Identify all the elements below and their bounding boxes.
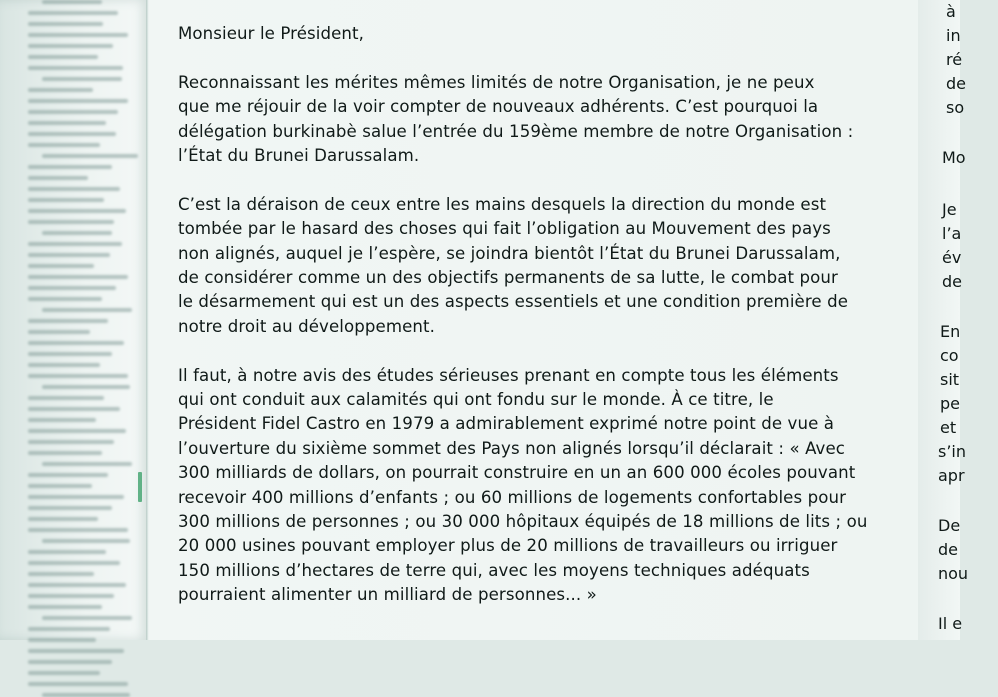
blurred-text-lines xyxy=(24,0,144,640)
blurred-line xyxy=(28,88,93,92)
blurred-line xyxy=(28,396,104,400)
blurred-line xyxy=(28,143,100,147)
blurred-line xyxy=(28,429,126,433)
blurred-line xyxy=(28,220,114,224)
blurred-line xyxy=(28,33,128,37)
right-fragment: Je xyxy=(942,200,957,219)
blurred-line xyxy=(28,638,96,642)
blurred-line xyxy=(28,44,113,48)
blurred-line xyxy=(28,495,124,499)
blurred-line xyxy=(42,77,122,81)
blurred-line xyxy=(28,264,94,268)
blurred-line xyxy=(28,363,100,367)
blurred-line xyxy=(42,539,130,543)
letter-paragraph-3: Il faut, à notre avis des études sérieuses prenant en compte tous les éléments qui ont conduit aux calamités qui ont fondu sur le monde. À ce titre, le Président Fidel Castro en 1979 a admirablement exprimé notre point de vue à l’ouverture du sixième sommet des Pays non alignés lorsqu’il déclarait : « Avec 300 milliards de dollars, on pourrait construire en un an 600 000 écoles pouvant recevoir 400 millions d’enfants ; ou 60 millions de logements confortables pour 300 millions de personnes ; ou 30 000 hôpitaux équipés de 18 millions de lits ; ou 20 000 usines pouvant employer plus de 20 millions de travailleurs ou irriguer 150 millions d’hectares de terre qui, avec les moyens techniques adéquats pourraient alimenter un milliard de personnes... » xyxy=(178,365,868,605)
blurred-line xyxy=(28,352,112,356)
blurred-line xyxy=(28,55,98,59)
blurred-line xyxy=(28,473,108,477)
blurred-line xyxy=(28,440,114,444)
blurred-line xyxy=(42,0,102,4)
blurred-line xyxy=(28,451,102,455)
blurred-line xyxy=(28,594,114,598)
blurred-line xyxy=(28,572,94,576)
right-fragment: l’a xyxy=(942,224,962,243)
blurred-line xyxy=(28,66,123,70)
blurred-line xyxy=(28,176,88,180)
blurred-line xyxy=(28,605,102,609)
right-fragment: et xyxy=(940,418,957,437)
right-fragment: ré xyxy=(946,50,963,69)
right-fragment: nou xyxy=(938,564,969,583)
blurred-line xyxy=(28,165,112,169)
letter-paragraph-2: C’est la déraison de ceux entre les mains desquels la direction du monde est tombée par le hasard des choses qui fait l’obligation au Mouvement des pays non alignés, auquel je l’espère, se joindra bientôt l’État du Brunei Darussalam, de considérer comme un des objectifs permanents de sa lutte, le combat pour le désarmement qui est un des aspects essentiels et une condition première de notre droit au développement. xyxy=(178,194,849,336)
blurred-line xyxy=(28,275,128,279)
blurred-line xyxy=(28,341,124,345)
blurred-line xyxy=(28,198,104,202)
right-fragment: de xyxy=(938,540,958,559)
blurred-line xyxy=(28,22,103,26)
green-marker xyxy=(138,472,142,502)
blurred-line xyxy=(28,550,106,554)
letter-salutation: Monsieur le Président, xyxy=(178,24,365,43)
blurred-line xyxy=(42,231,112,235)
right-fragment: de xyxy=(942,272,962,291)
blurred-line xyxy=(28,506,112,510)
blurred-line xyxy=(28,649,124,653)
right-fragment: En xyxy=(940,322,961,341)
right-fragment: Mo xyxy=(942,148,966,167)
right-fragment: à xyxy=(946,2,956,21)
blurred-line xyxy=(28,121,106,125)
blurred-line xyxy=(28,132,116,136)
blurred-line xyxy=(28,671,100,675)
right-fragment: Il e xyxy=(938,614,963,633)
blurred-line xyxy=(42,385,130,389)
blurred-line xyxy=(28,583,126,587)
right-fragment: sit xyxy=(940,370,960,389)
blurred-line xyxy=(42,462,132,466)
blurred-line xyxy=(28,330,90,334)
blurred-line xyxy=(28,242,122,246)
blurred-line xyxy=(28,319,108,323)
blurred-line xyxy=(42,693,130,697)
blurred-line xyxy=(28,99,128,103)
blurred-line xyxy=(28,418,96,422)
blurred-line xyxy=(28,627,110,631)
blurred-line xyxy=(28,484,92,488)
right-fragment: so xyxy=(946,98,965,117)
letter-paragraph-1: Reconnaissant les mérites mêmes limités de notre Organisation, je ne peux que me réjouir de la voir compter de nouveaux adhérents. C’est pourquoi la délégation burkinabè salue l’entrée du 159ème membre de notre Organisation : l’État du Brunei Darussalam. xyxy=(178,72,854,166)
panel-seam xyxy=(146,0,149,640)
blurred-line xyxy=(28,682,128,686)
right-fragment: pe xyxy=(940,394,960,413)
blurred-line xyxy=(42,616,132,620)
right-fragment: s’in xyxy=(938,442,967,461)
blurred-line xyxy=(28,517,98,521)
blurred-line xyxy=(28,660,112,664)
blurred-line xyxy=(28,11,118,15)
right-fragment: co xyxy=(940,346,959,365)
blurred-line xyxy=(42,308,132,312)
blurred-line xyxy=(28,374,128,378)
blurred-line xyxy=(28,209,126,213)
right-fragment: év xyxy=(942,248,962,267)
right-fragment: apr xyxy=(938,466,965,485)
blurred-line xyxy=(28,253,110,257)
blurred-line xyxy=(28,561,120,565)
blurred-line xyxy=(28,286,116,290)
blurred-line xyxy=(28,407,120,411)
right-fragment: in xyxy=(946,26,961,45)
right-fragment: de xyxy=(946,74,966,93)
blurred-line xyxy=(28,528,128,532)
right-fragment: De xyxy=(938,516,961,535)
blurred-line xyxy=(28,110,118,114)
blurred-line xyxy=(28,187,120,191)
letter-text-block xyxy=(178,22,908,632)
blurred-line xyxy=(28,297,102,301)
left-exhibit-panel xyxy=(0,0,148,640)
blurred-line xyxy=(42,154,138,158)
